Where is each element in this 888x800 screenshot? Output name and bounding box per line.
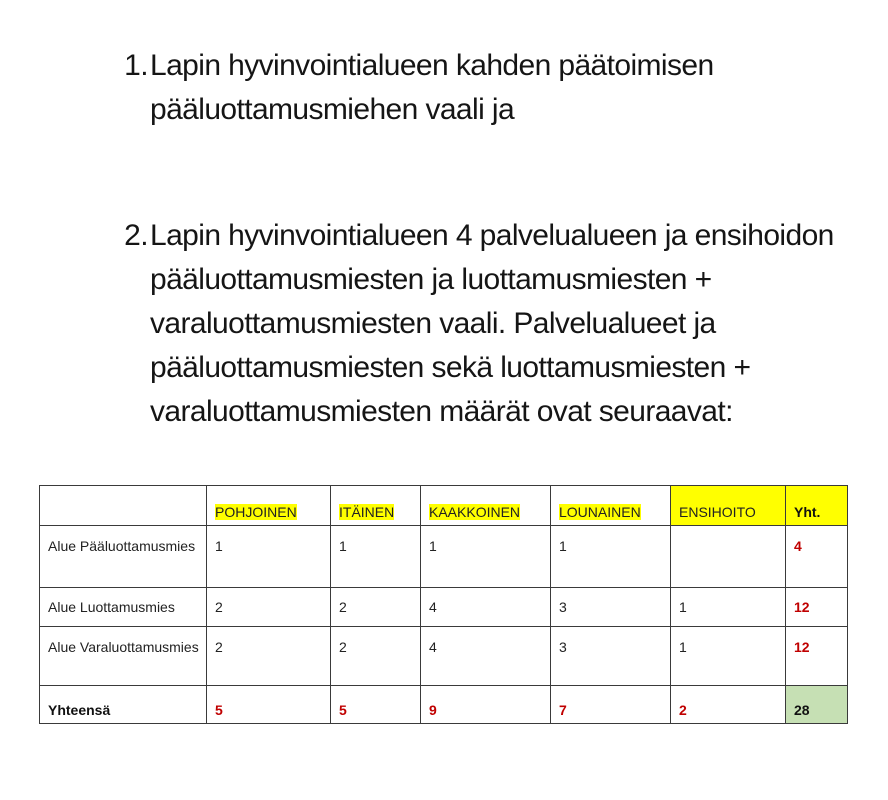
header-lounainen: LOUNAINEN [551,486,671,526]
table-row [40,526,848,588]
list-item-2 [110,214,850,434]
list-text: Lapin hyvinvointialueen kahden päätoimisen pääluottamusmiehen vaali ja [150,49,714,126]
table-header-row [40,486,848,526]
header-itainen: ITÄINEN [331,486,421,526]
cell: 4 [421,627,551,686]
cell: 1 [207,526,331,588]
cell: 3 [551,588,671,627]
totals-row [40,686,848,724]
list-number: 1. [124,49,148,82]
row-total: 4 [786,526,848,588]
cell: 1 [551,526,671,588]
header-ensihoito: ENSIHOITO [671,486,786,526]
cell: 2 [331,627,421,686]
row-label: Alue Pääluottamusmies [40,526,207,588]
list-text: Lapin hyvinvointialueen 4 palvelualueen ja ensihoidon pääluottamusmiesten ja luottamusmiesten + varaluottamusmiesten vaali. Palvelualueet ja pääluottamusmiesten sekä luottamusmiesten + varaluottamusmiesten määrät ovat seuraavat: [150,219,834,428]
header-kaakkoinen: KAAKKOINEN [421,486,551,526]
table-row [40,627,848,686]
column-total: 2 [671,686,786,724]
cell: 2 [331,588,421,627]
column-total: 5 [207,686,331,724]
totals-label: Yhteensä [40,686,207,724]
cell: 1 [671,627,786,686]
cell: 1 [421,526,551,588]
grand-total: 28 [786,686,848,724]
header-empty [40,486,207,526]
cell [671,526,786,588]
table-row [40,588,848,627]
row-total: 12 [786,627,848,686]
cell: 4 [421,588,551,627]
cell: 2 [207,588,331,627]
cell: 1 [331,526,421,588]
header-total: Yht. [786,486,848,526]
row-label: Alue Luottamusmies [40,588,207,627]
cell: 2 [207,627,331,686]
representatives-table [39,485,848,724]
cell: 1 [671,588,786,627]
column-total: 7 [551,686,671,724]
header-pohjoinen: POHJOINEN [207,486,331,526]
row-label: Alue Varaluottamusmies [40,627,207,686]
list-item-1 [110,44,810,132]
column-total: 5 [331,686,421,724]
row-total: 12 [786,588,848,627]
column-total: 9 [421,686,551,724]
cell: 3 [551,627,671,686]
list-number: 2. [124,219,148,252]
